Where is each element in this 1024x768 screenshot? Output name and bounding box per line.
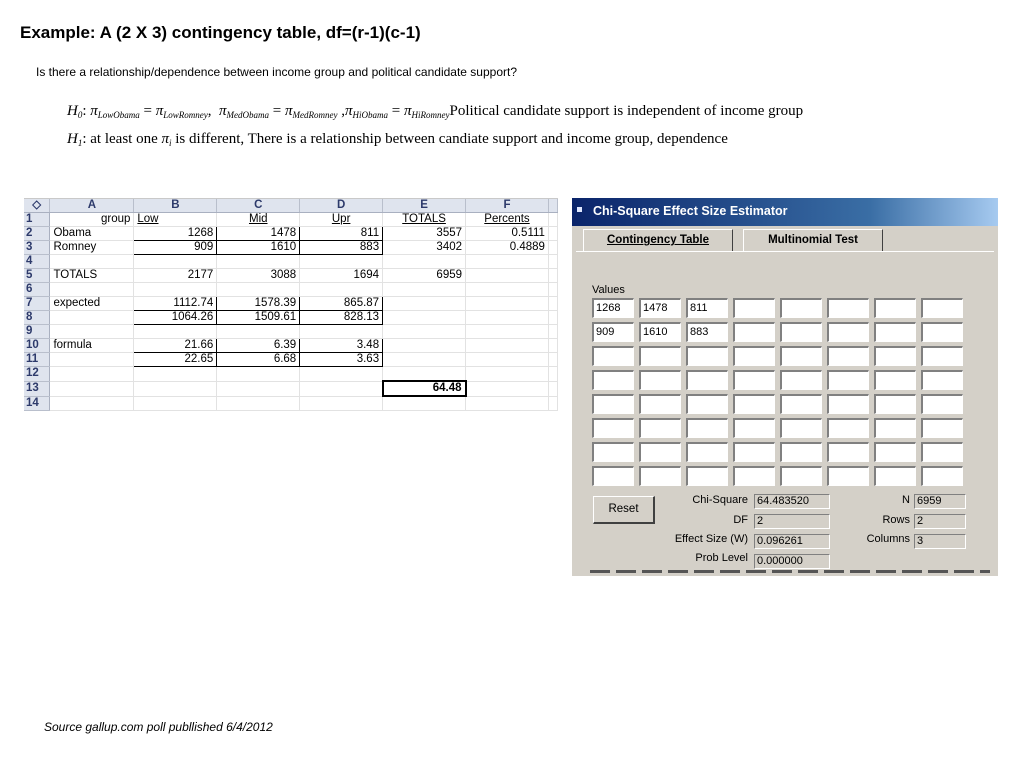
cell-f5[interactable] (466, 269, 549, 283)
value-cell[interactable] (921, 418, 963, 438)
cell-c2[interactable]: 1478 (217, 227, 300, 241)
cell-e3[interactable]: 3402 (383, 241, 466, 255)
value-cell[interactable] (733, 442, 775, 462)
tab-contingency-table[interactable] (583, 229, 733, 252)
alternative-hypothesis: $H_1$: at least one $\pi_i$ is different, There is a relationship between candiate support and income group, dependence (67, 131, 728, 148)
values-label: Values (592, 284, 625, 296)
row-header[interactable]: 9 (24, 325, 50, 339)
value-cell[interactable]: 883 (686, 322, 728, 342)
cell-f11[interactable] (466, 353, 549, 367)
cell-e10[interactable] (383, 339, 466, 353)
column-header-f[interactable]: F (466, 199, 549, 213)
cell-d2[interactable]: 811 (300, 227, 383, 241)
table-row (24, 367, 558, 382)
cell-c6[interactable] (217, 283, 300, 297)
rows-field[interactable]: 2 (914, 514, 966, 529)
row-header[interactable]: 3 (24, 241, 50, 255)
row-header[interactable]: 1 (24, 213, 50, 227)
value-cell[interactable] (874, 322, 916, 342)
dialog-title: Chi-Square Effect Size Estimator (593, 204, 788, 218)
cell-c9[interactable] (217, 325, 300, 339)
cell-a5[interactable]: TOTALS (50, 269, 134, 283)
table-row (24, 353, 558, 367)
value-cell[interactable]: 1610 (639, 322, 681, 342)
value-cell[interactable] (686, 466, 728, 486)
cell-c12[interactable] (217, 367, 300, 382)
reset-button[interactable]: Reset (593, 496, 655, 524)
cell-a4[interactable] (50, 255, 134, 269)
value-cell[interactable] (592, 442, 634, 462)
cell-b2[interactable]: 1268 (134, 227, 217, 241)
n-field[interactable]: 6959 (914, 494, 966, 509)
h0-symbol: H (67, 103, 78, 119)
chi-square-field[interactable]: 64.483520 (754, 494, 830, 509)
value-cell[interactable] (733, 466, 775, 486)
cell-d13[interactable] (300, 381, 383, 396)
cell-e2[interactable]: 3557 (383, 227, 466, 241)
value-cell[interactable] (733, 322, 775, 342)
table-row (24, 311, 558, 325)
cell-c8[interactable]: 1509.61 (217, 311, 300, 325)
value-cell[interactable] (592, 466, 634, 486)
cell-a8[interactable] (50, 311, 134, 325)
value-cell[interactable] (874, 466, 916, 486)
table-row (24, 381, 558, 396)
value-cell[interactable] (733, 418, 775, 438)
cell-f2[interactable]: 0.5111 (466, 227, 549, 241)
value-cell[interactable]: 909 (592, 322, 634, 342)
cell-b10[interactable]: 21.66 (134, 339, 217, 353)
cell-d9[interactable] (300, 325, 383, 339)
columns-label: Columns (866, 533, 910, 545)
value-cell[interactable] (827, 298, 869, 318)
row-header[interactable]: 8 (24, 311, 50, 325)
value-cell[interactable] (592, 394, 634, 414)
tab-divider (576, 251, 994, 252)
table-row (24, 269, 558, 283)
cell-a7[interactable]: expected (50, 297, 134, 311)
cell-a2[interactable]: Obama (50, 227, 134, 241)
spreadsheet (24, 198, 558, 411)
column-header-a[interactable]: A (50, 199, 134, 213)
cell-c3[interactable]: 1610 (217, 241, 300, 255)
cell-e1[interactable]: TOTALS (383, 213, 466, 227)
value-cell[interactable] (733, 346, 775, 366)
chi-square-dialog (572, 198, 998, 576)
value-cell[interactable] (874, 418, 916, 438)
cell-b1[interactable]: Low (134, 213, 217, 227)
cell-c4[interactable] (217, 255, 300, 269)
cell-c1[interactable]: Mid (217, 213, 300, 227)
cell-d5[interactable]: 1694 (300, 269, 383, 283)
column-header-row (24, 199, 558, 213)
effect-size-field[interactable]: 0.096261 (754, 534, 830, 549)
row-header[interactable]: 4 (24, 255, 50, 269)
value-cell[interactable] (686, 346, 728, 366)
cell-f4[interactable] (466, 255, 549, 269)
tab-contingency-table-label: Contingency Table (606, 234, 710, 246)
value-cell[interactable] (592, 346, 634, 366)
table-row (24, 241, 558, 255)
table-row (24, 255, 558, 269)
cell-a11[interactable] (50, 353, 134, 367)
row-header[interactable]: 7 (24, 297, 50, 311)
h1-subscript: 1 (77, 138, 83, 148)
value-cell[interactable] (686, 394, 728, 414)
cell-f8[interactable] (466, 311, 549, 325)
value-cell[interactable] (874, 442, 916, 462)
value-cell[interactable] (780, 298, 822, 318)
cell-d12[interactable] (300, 367, 383, 382)
cell-e5[interactable]: 6959 (383, 269, 466, 283)
value-cell[interactable]: 1478 (639, 298, 681, 318)
table-row (24, 325, 558, 339)
cell-b7[interactable]: 1112.74 (134, 297, 217, 311)
value-cell[interactable]: 811 (686, 298, 728, 318)
cell-d6[interactable] (300, 283, 383, 297)
row-header[interactable]: 11 (24, 353, 50, 367)
cell-d7[interactable]: 865.87 (300, 297, 383, 311)
table-row (24, 227, 558, 241)
column-header-c[interactable]: C (217, 199, 300, 213)
value-cell[interactable] (874, 346, 916, 366)
cell-b13[interactable] (134, 381, 217, 396)
cell-e9[interactable] (383, 325, 466, 339)
select-all-corner-icon[interactable]: ◇ (24, 199, 50, 213)
cell-b3[interactable]: 909 (134, 241, 217, 255)
dialog-footer-text-cutoff (590, 570, 990, 573)
value-cell[interactable] (686, 442, 728, 462)
value-cell[interactable] (780, 442, 822, 462)
value-cell[interactable] (827, 322, 869, 342)
value-cell[interactable] (874, 394, 916, 414)
cell-e13-chi-square-total[interactable]: 64.48 (383, 381, 466, 396)
value-cell[interactable]: 1268 (592, 298, 634, 318)
value-cell[interactable] (874, 370, 916, 390)
chi-square-label: Chi-Square (692, 494, 748, 506)
value-cell[interactable] (733, 394, 775, 414)
tab-multinomial-test-label: Multinomial Test (768, 234, 858, 246)
effect-size-label: Effect Size (W) (674, 533, 748, 545)
row-header[interactable]: 2 (24, 227, 50, 241)
column-header-b[interactable]: B (134, 199, 217, 213)
cell-e12[interactable] (383, 367, 466, 382)
cell-a6[interactable] (50, 283, 134, 297)
df-label: DF (733, 514, 748, 526)
research-question: Is there a relationship/dependence between income group and political candidate support? (36, 65, 517, 79)
value-cell[interactable] (639, 346, 681, 366)
cell-b9[interactable] (134, 325, 217, 339)
h1-statement-b: is different, There is a relationship between candiate support and income group, dependence (175, 131, 728, 147)
value-cell[interactable] (639, 418, 681, 438)
cell-f1[interactable]: Percents (466, 213, 549, 227)
source-note: Source gallup.com poll publlished 6/4/2012 (44, 720, 273, 734)
value-cell[interactable] (874, 298, 916, 318)
cell-f10[interactable] (466, 339, 549, 353)
row-header[interactable]: 14 (24, 396, 50, 411)
cell-c13[interactable] (217, 381, 300, 396)
value-cell[interactable] (639, 370, 681, 390)
cell-c11[interactable]: 6.68 (217, 353, 300, 367)
cell-c10[interactable]: 6.39 (217, 339, 300, 353)
prob-level-label: Prob Level (695, 552, 748, 564)
cell-a3[interactable]: Romney (50, 241, 134, 255)
cell-f9[interactable] (466, 325, 549, 339)
cell-d4[interactable] (300, 255, 383, 269)
df-field[interactable]: 2 (754, 514, 830, 529)
row-header[interactable]: 12 (24, 367, 50, 382)
columns-field[interactable]: 3 (914, 534, 966, 549)
table-row (24, 339, 558, 353)
cell-d3[interactable]: 883 (300, 241, 383, 255)
value-cell[interactable] (780, 346, 822, 366)
dialog-titlebar[interactable] (572, 198, 998, 226)
cell-d1[interactable]: Upr (300, 213, 383, 227)
cell-e4[interactable] (383, 255, 466, 269)
value-cell[interactable] (780, 370, 822, 390)
value-cell[interactable] (827, 394, 869, 414)
n-label: N (902, 494, 910, 506)
prob-level-field[interactable]: 0.000000 (754, 554, 830, 569)
cell-b4[interactable] (134, 255, 217, 269)
tab-multinomial-test[interactable] (743, 229, 883, 251)
cell-b5[interactable]: 2177 (134, 269, 217, 283)
value-cell[interactable] (921, 370, 963, 390)
cell-e6[interactable] (383, 283, 466, 297)
cell-a10[interactable]: formula (50, 339, 134, 353)
value-cell[interactable] (592, 370, 634, 390)
value-cell[interactable] (639, 442, 681, 462)
value-cell[interactable] (921, 298, 963, 318)
cell-f7[interactable] (466, 297, 549, 311)
value-cell[interactable] (827, 442, 869, 462)
value-cell[interactable] (592, 418, 634, 438)
value-cell[interactable] (921, 346, 963, 366)
cell-f3[interactable]: 0.4889 (466, 241, 549, 255)
value-cell[interactable] (827, 370, 869, 390)
cell-a1[interactable]: group (50, 213, 134, 227)
value-cell[interactable] (639, 466, 681, 486)
h1-pi-subscript: i (169, 138, 172, 148)
row-header[interactable]: 10 (24, 339, 50, 353)
table-row (24, 283, 558, 297)
value-cell[interactable] (921, 322, 963, 342)
cell-d8[interactable]: 828.13 (300, 311, 383, 325)
row-header[interactable]: 13 (24, 381, 50, 396)
cell-b8[interactable]: 1064.26 (134, 311, 217, 325)
value-cell[interactable] (921, 394, 963, 414)
table-row (24, 396, 558, 411)
value-cell[interactable] (686, 418, 728, 438)
h1-symbol: H (67, 131, 78, 147)
cell-f12[interactable] (466, 367, 549, 382)
app-icon (577, 207, 582, 212)
value-cell[interactable] (921, 442, 963, 462)
cell-f6[interactable] (466, 283, 549, 297)
value-cell[interactable] (733, 370, 775, 390)
cell-a9[interactable] (50, 325, 134, 339)
cell-a13[interactable] (50, 381, 134, 396)
table-row (24, 297, 558, 311)
cell-f13[interactable] (466, 381, 549, 396)
cell-b11[interactable]: 22.65 (134, 353, 217, 367)
value-cell[interactable] (921, 466, 963, 486)
cell-d11[interactable]: 3.63 (300, 353, 383, 367)
value-cell[interactable] (827, 466, 869, 486)
cell-c5[interactable]: 3088 (217, 269, 300, 283)
value-cell[interactable] (780, 394, 822, 414)
value-cell[interactable] (827, 418, 869, 438)
spreadsheet-grid (24, 199, 558, 411)
cell-b6[interactable] (134, 283, 217, 297)
value-cell[interactable] (780, 418, 822, 438)
value-cell[interactable] (639, 394, 681, 414)
row-header[interactable]: 5 (24, 269, 50, 283)
column-header-e[interactable]: E (383, 199, 466, 213)
cell-e8[interactable] (383, 311, 466, 325)
row-header[interactable]: 6 (24, 283, 50, 297)
h1-statement-a: : at least one (82, 131, 158, 147)
value-cell[interactable] (686, 370, 728, 390)
cell-e11[interactable] (383, 353, 466, 367)
h0-statement: Political candidate support is independent of income group (449, 103, 804, 119)
value-cell[interactable] (780, 466, 822, 486)
h0-subscript: 0 (77, 110, 83, 120)
cell-e7[interactable] (383, 297, 466, 311)
table-row (24, 213, 558, 227)
rows-label: Rows (882, 514, 910, 526)
value-cell[interactable] (827, 346, 869, 366)
cell-b12[interactable] (134, 367, 217, 382)
cell-a12[interactable] (50, 367, 134, 382)
column-header-d[interactable]: D (300, 199, 383, 213)
value-cell[interactable] (780, 322, 822, 342)
slide-title: Example: A (2 X 3) contingency table, df=(r-1)(c-1) (20, 23, 421, 42)
cell-d10[interactable]: 3.48 (300, 339, 383, 353)
cell-c7[interactable]: 1578.39 (217, 297, 300, 311)
null-hypothesis: $H_0$: $\pi_{LowObama} = \pi_{LowRomney}$, $\pi_{MedObama} = \pi_{MedRomney}$ $,\pi_{HiObama}$ = $\pi_{HiRomney}Political$ candidate support is independent of income group (67, 103, 804, 120)
value-cell[interactable] (733, 298, 775, 318)
